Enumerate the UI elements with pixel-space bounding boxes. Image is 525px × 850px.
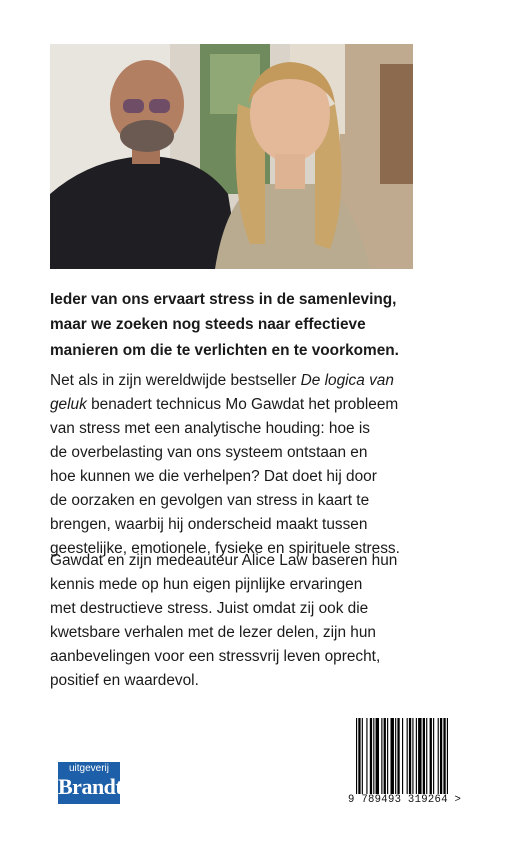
body-line: positief en waardevol. [50,672,199,689]
book-title-italic: De logica van [300,372,394,389]
body-line: kennis mede op hun eigen pijnlijke ervaringen [50,576,363,593]
lead-line: Ieder van ons ervaart stress in de samenleving, [50,291,397,308]
barcode-bar [387,718,388,794]
barcode-bar [370,718,372,794]
barcode-bar [426,718,427,794]
lead-line: maar we zoeken nog steeds naar effectieve [50,316,366,334]
barcode-bars [356,718,476,794]
barcode-bar [407,718,408,794]
body-line: de oorzaken en gevolgen van stress in kaart te [50,492,370,509]
barcode-bar [384,718,386,794]
line-text: benadert technicus Mo Gawdat het probleem [86,396,399,413]
body-line: hoe kunnen we die verhelpen? Dat doet hij door [50,468,377,485]
body-line: aanbevelingen voor een stressvrij leven oprecht, [50,648,381,665]
barcode-bar [362,718,363,794]
isbn-barcode [346,714,486,814]
barcode-bar [430,718,432,794]
author-photo [50,44,413,269]
line-text: Net als in zijn wereldwijde bestseller [50,372,301,389]
book-title-italic: geluk [50,396,87,413]
body-line: kwetsbare verhalen met de lezer delen, zijn hun [50,624,376,641]
publisher-name: Brandt [58,774,123,799]
body-line [50,369,470,393]
barcode-bar [366,718,367,794]
publisher-logo [58,762,123,804]
body-paragraph-2 [50,549,470,693]
barcode-bar [438,718,439,794]
barcode-bar [447,718,448,794]
body-line [50,393,470,417]
barcode-bar [395,718,396,794]
barcode-bar [418,718,421,794]
barcode-bar [412,718,413,794]
barcode-bar [373,718,374,794]
body-line: de overbelasting van ons systeem ontstaan en [50,444,368,461]
barcode-bar [376,718,379,794]
barcode-bar [356,718,357,794]
body-paragraph-1 [50,369,470,561]
barcode-bar [416,718,417,794]
barcode-bar [391,718,394,794]
barcode-bar [433,718,434,794]
lead-paragraph [50,287,430,363]
body-line: Gawdat en zijn medeauteur Alice Law baseren hun [50,552,398,569]
barcode-bar [381,718,382,794]
lead-line: manieren om die te verlichten en te voorkomen. [50,341,399,359]
barcode-bar [440,718,442,794]
body-line: met destructieve stress. Juist omdat zij ook die [50,600,369,617]
body-line: van stress met een analytische houding: hoe is [50,420,370,437]
barcode-bar [397,718,399,794]
barcode-bar [443,718,445,794]
body-line: geestelijke, emotionele, fysieke en spirituele stress. [50,540,400,557]
barcode-bar [409,718,411,794]
barcode-bar [358,718,360,794]
isbn-number: 9 789493 319264 > [348,794,462,806]
publisher-small-label: uitgeverij [68,763,110,774]
barcode-bar [402,718,403,794]
body-line: brengen, waarbij hij onderscheid maakt tussen [50,516,368,533]
barcode-bar [423,718,425,794]
